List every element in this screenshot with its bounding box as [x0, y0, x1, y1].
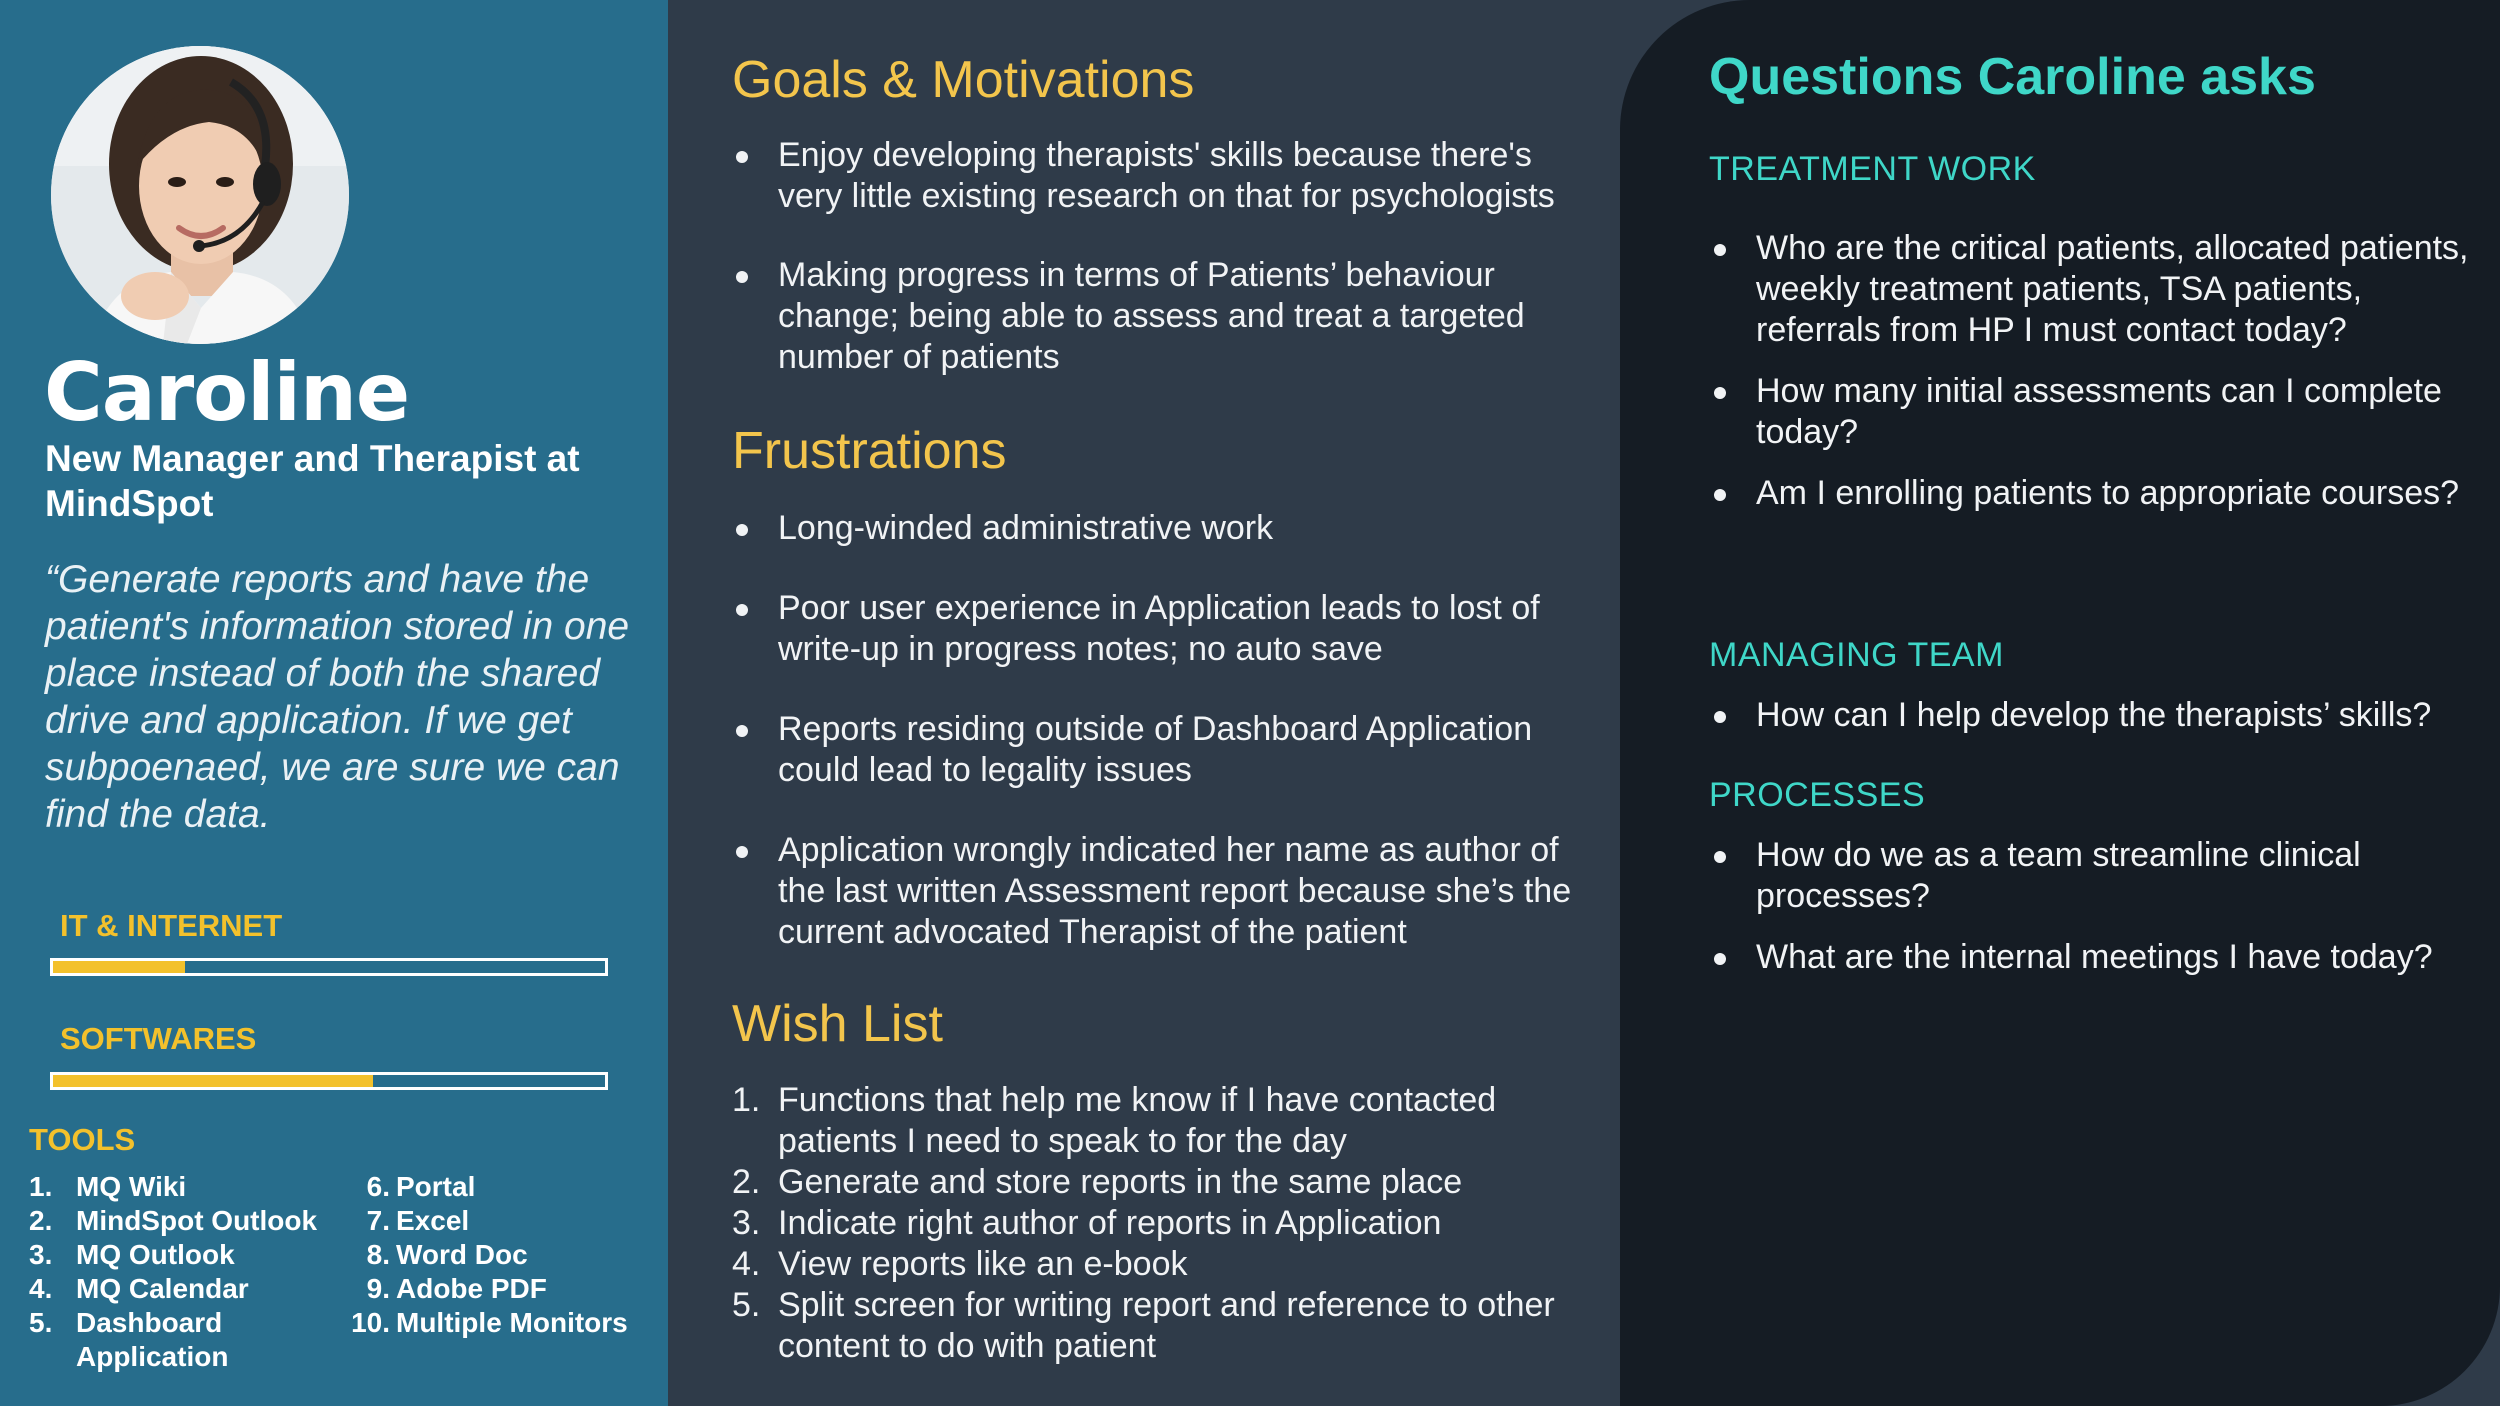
skill-bar-softwares — [50, 1072, 608, 1090]
category-processes: PROCESSES — [1709, 776, 1926, 814]
wishlist-heading: Wish List — [732, 995, 943, 1053]
skill-label-it-internet: IT & INTERNET — [60, 908, 283, 943]
tools-list-column-2 — [330, 1170, 660, 1340]
questions-heading: Questions Caroline asks — [1709, 48, 2316, 106]
frustration-item: Long-winded administrative work — [732, 508, 1592, 549]
persona-role: New Manager and Therapist at MindSpot — [45, 438, 580, 524]
question-item: What are the internal meetings I have today? — [1709, 937, 2489, 978]
skill-fill-it-internet — [53, 961, 185, 973]
avatar — [51, 46, 349, 344]
person-with-headset-photo-icon — [51, 46, 349, 344]
wish-item: 3. Indicate right author of reports in Application — [732, 1204, 1442, 1242]
goals-frustrations-panel — [668, 0, 1620, 1406]
frustrations-list — [732, 508, 1592, 953]
profile-panel — [0, 0, 668, 1406]
wishlist-list — [732, 1080, 1612, 1367]
question-item: How many initial assessments can I complete today? — [1709, 371, 2489, 453]
frustration-item: Poor user experience in Application leads to lost of write-up in progress notes; no auto save — [732, 588, 1592, 670]
tool-item: 1. MQ Wiki — [29, 1171, 187, 1202]
category-treatment-work: TREATMENT WORK — [1709, 150, 2036, 188]
skill-fill-softwares — [53, 1075, 373, 1087]
persona-quote: “Generate reports and have the patient's information stored in one place instead of both the shared drive and application. If we get subpoenaed, we are sure we can find the data. — [45, 558, 630, 836]
tool-item: 2. MindSpot Outlook — [29, 1205, 318, 1236]
goals-list — [732, 135, 1592, 378]
skill-label-softwares: SOFTWARES — [60, 1021, 257, 1056]
managing-team-list — [1709, 695, 2489, 736]
question-item: Am I enrolling patients to appropriate courses? — [1709, 473, 2489, 514]
tool-item: 3. MQ Outlook — [29, 1239, 235, 1270]
frustrations-heading: Frustrations — [732, 422, 1007, 480]
treatment-work-list — [1709, 228, 2489, 514]
question-item: Who are the critical patients, allocated patients, weekly treatment patients, TSA patients, referrals from HP I must contact today? — [1709, 228, 2489, 351]
wish-item: 5. Split screen for writing report and reference to other content to do with patient — [732, 1286, 1555, 1365]
goals-heading: Goals & Motivations — [732, 51, 1195, 109]
category-managing-team: MANAGING TEAM — [1709, 636, 2004, 674]
wish-item: 1. Functions that help me know if I have contacted patients I need to speak to for the day — [732, 1081, 1497, 1160]
skill-bar-it-internet — [50, 958, 608, 976]
question-item: How do we as a team streamline clinical processes? — [1709, 835, 2489, 917]
wish-item: 2. Generate and store reports in the same place — [732, 1163, 1463, 1201]
tool-item: 9. Adobe PDF — [366, 1273, 547, 1304]
tools-heading: TOOLS — [29, 1122, 136, 1157]
tool-item: 5. Dashboard Application — [29, 1307, 229, 1372]
tool-item: 10. Multiple Monitors — [351, 1307, 628, 1338]
questions-panel — [1620, 0, 2500, 1406]
tool-item: 8. Word Doc — [366, 1239, 528, 1270]
frustration-item: Application wrongly indicated her name as author of the last written Assessment report because she’s the current advocated Therapist of the patient — [732, 830, 1592, 953]
tool-item: 6. Portal — [366, 1171, 476, 1202]
processes-list — [1709, 835, 2489, 978]
tool-item: 4. MQ Calendar — [29, 1273, 249, 1304]
goal-item: Making progress in terms of Patients’ behaviour change; being able to assess and treat a targeted number of patients — [732, 255, 1592, 378]
frustration-item: Reports residing outside of Dashboard Application could lead to legality issues — [732, 709, 1592, 791]
question-item: How can I help develop the therapists’ skills? — [1709, 695, 2489, 736]
goal-item: Enjoy developing therapists' skills because there's very little existing research on that for psychologists — [732, 135, 1592, 217]
tools-list-column-1 — [29, 1170, 349, 1374]
tool-item: 7. Excel — [366, 1205, 470, 1236]
persona-name: Caroline — [44, 346, 410, 439]
wish-item: 4. View reports like an e-book — [732, 1245, 1188, 1283]
corner-curve — [2260, 1166, 2500, 1406]
